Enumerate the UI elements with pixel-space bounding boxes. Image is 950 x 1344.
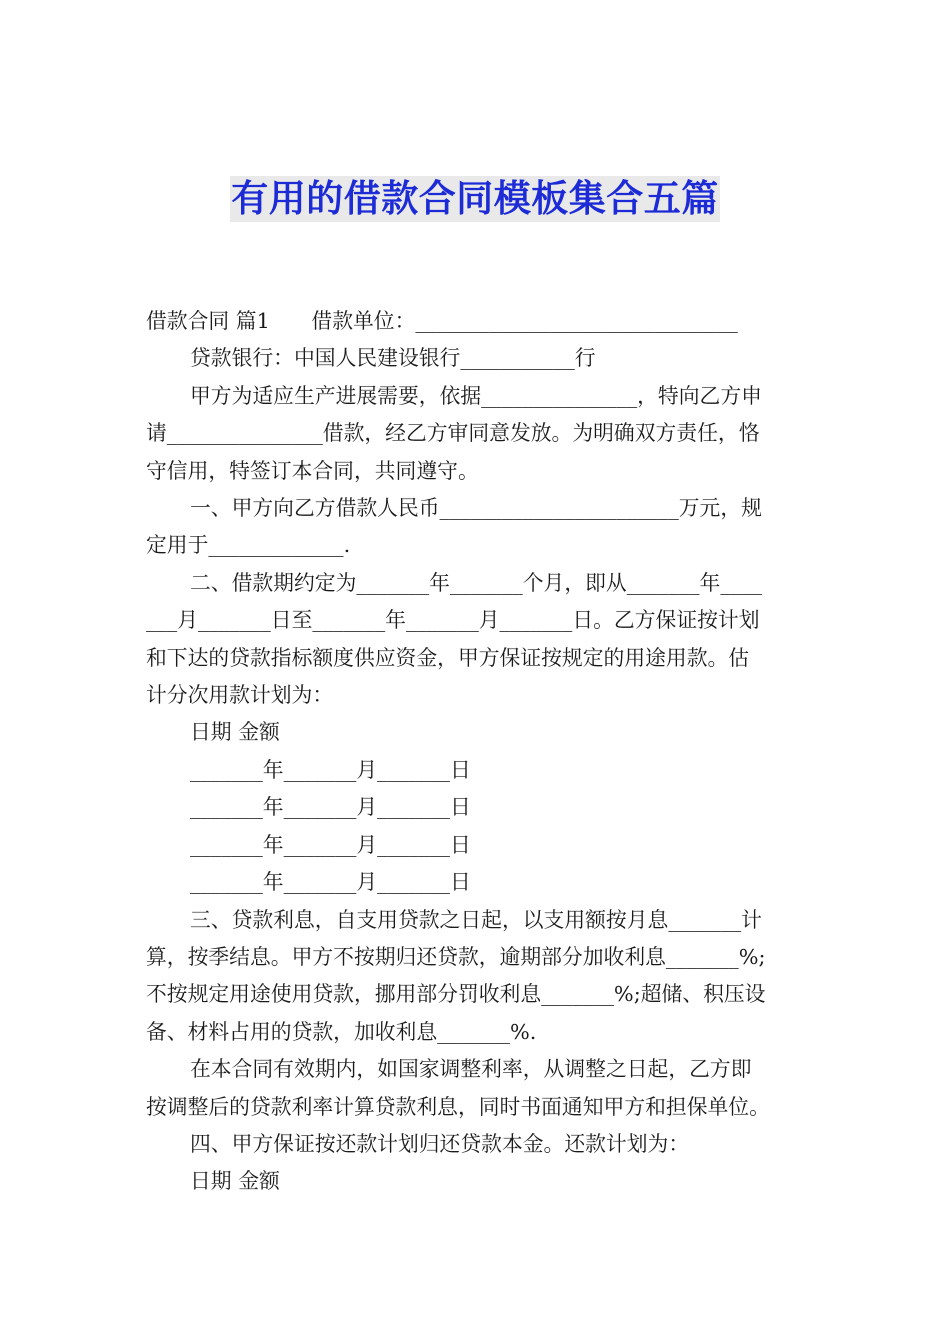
document-body: [146, 303, 808, 1201]
paragraph-intro-2: 请_______________借款，经乙方审同意发放。为明确双方责任，恪: [146, 421, 760, 446]
rate-adjust-line-2: 按调整后的贷款利率计算贷款利息，同时书面通知甲方和担保单位。: [146, 1094, 770, 1119]
clause-3-line-2: 算，按季结息。甲方不按期归还贷款，逾期部分加收利息_______%;: [146, 944, 766, 969]
schedule-row: _______年_______月_______日: [190, 832, 471, 857]
clause-3-line-4: 备、材料占用的贷款，加收利息_______%.: [146, 1019, 537, 1044]
clause-2-line-4: 计分次用款计划为：: [146, 683, 334, 708]
clause-1-line-2: 定用于_____________.: [146, 533, 351, 558]
schedule-row: _______年_______月_______日: [190, 870, 471, 895]
clause-4-line-1: 四、甲方保证按还款计划归还贷款本金。还款计划为：: [190, 1131, 690, 1156]
paragraph-intro-3: 守信用，特签订本合同，共同遵守。: [146, 458, 479, 483]
clause-3-line-3: 不按规定用途使用贷款，挪用部分罚收利息_______%;超储、积压设: [146, 982, 766, 1007]
schedule-row: _______年_______月_______日: [190, 757, 471, 782]
repayment-schedule-header: 日期 金额: [190, 1169, 280, 1194]
title-container: [0, 176, 950, 222]
clause-2-line-1: 二、借款期约定为_______年_______个月，即从_______年____: [190, 570, 762, 595]
rate-adjust-line-1: 在本合同有效期内，如国家调整利率，从调整之日起，乙方即: [190, 1057, 752, 1082]
lending-bank-line: 贷款银行：中国人民建设银行___________行: [190, 346, 596, 371]
contract-header-line: 借款合同 篇1 借款单位：_______________________________: [146, 309, 738, 333]
clause-2-line-3: 和下达的贷款指标额度供应资金，甲方保证按规定的用途用款。估: [146, 645, 750, 670]
clause-3-line-1: 三、贷款利息，自支用贷款之日起，以支用额按月息_______计: [190, 907, 762, 932]
paragraph-intro-1: 甲方为适应生产进展需要，依据_______________，特向乙方申: [190, 383, 762, 408]
clause-1-line-1: 一、甲方向乙方借款人民币_______________________万元，规: [190, 496, 762, 521]
schedule-header: 日期 金额: [190, 720, 280, 745]
schedule-row: _______年_______月_______日: [190, 795, 471, 820]
document-title: 有用的借款合同模板集合五篇: [231, 177, 719, 220]
clause-2-line-2: ___月_______日至_______年_______月_______日。乙方保证按计划: [146, 608, 760, 633]
